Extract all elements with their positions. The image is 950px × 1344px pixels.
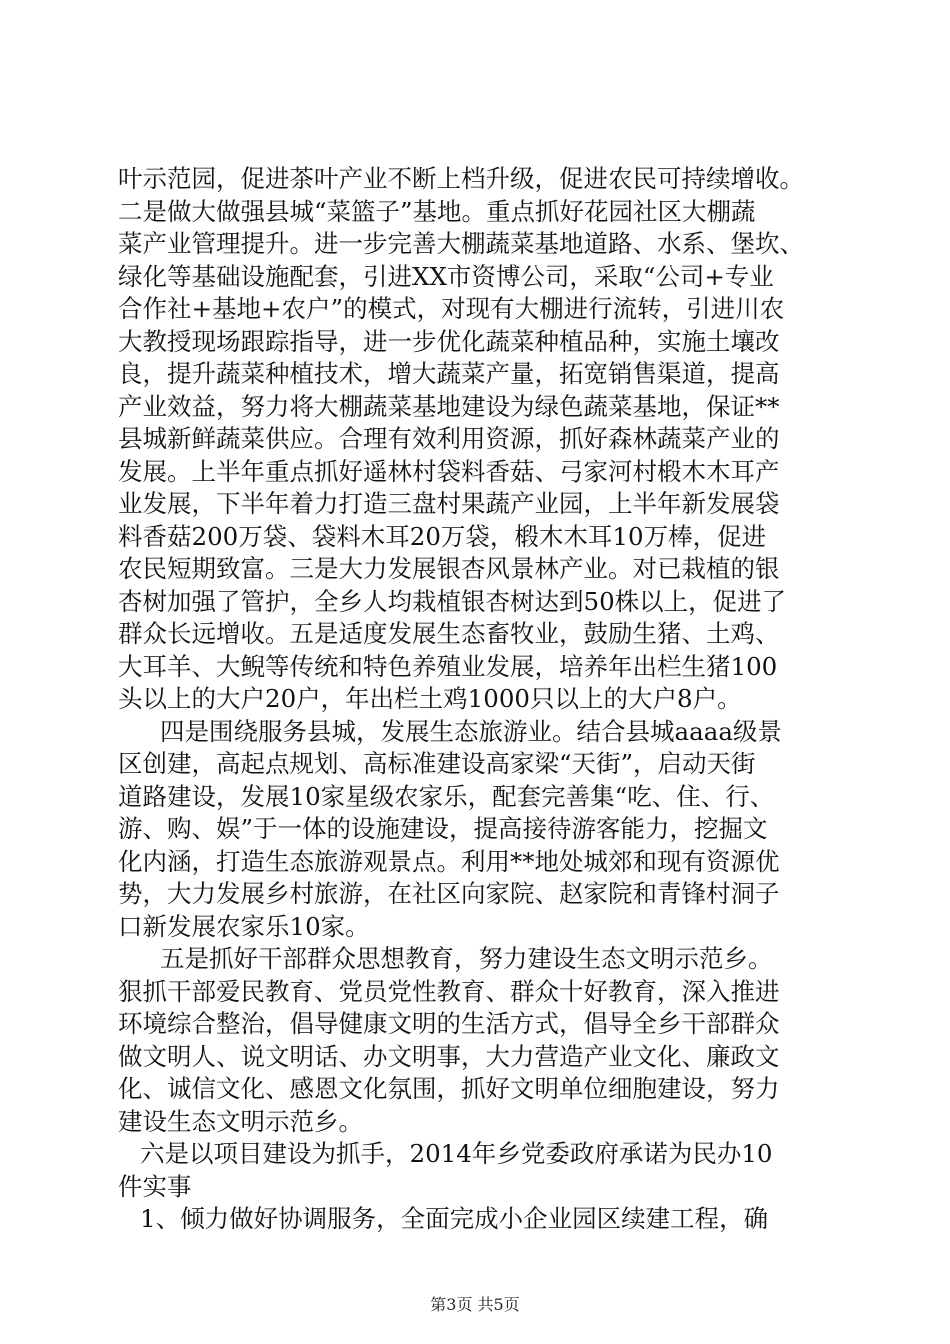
text-line: 产业效益，努力将大棚蔬菜基地建设为绿色蔬菜基地，保证** <box>118 391 780 421</box>
text-line: 群众长远增收。五是适度发展生态畜牧业，鼓励生猪、土鸡、 <box>118 619 780 648</box>
text-line: 建设生态文明示范乡。 <box>118 1106 363 1136</box>
text-line: 菜产业管理提升。进一步完善大棚蔬菜基地道路、水系、堡坎、 <box>118 229 804 258</box>
text-line: 良，提升蔬菜种植技术，增大蔬菜产量，拓宽销售渠道，提高 <box>118 359 780 388</box>
text-line: 化内涵，打造生态旅游观景点。利用**地处城郊和现有资源优 <box>118 846 780 876</box>
text-line: 四是围绕服务县城，发展生态旅游业。结合县城aaaa级景 <box>160 716 782 746</box>
text-line: 环境综合整治，倡导健康文明的生活方式，倡导全乡干部群众 <box>118 1009 780 1038</box>
text-line: 件实事 <box>118 1171 192 1201</box>
text-line: 区创建，高起点规划、高标准建设高家梁“天街”，启动天街 <box>118 749 756 778</box>
text-line: 化、诚信文化、感恩文化氛围，抓好文明单位细胞建设，努力 <box>118 1074 780 1103</box>
text-line: 头以上的大户20户，年出栏土鸡1000只以上的大户8户。 <box>118 684 742 713</box>
text-line: 大教授现场跟踪指导，进一步优化蔬菜种植品种，实施土壤改 <box>118 326 780 356</box>
text-line: 发展。上半年重点抓好遥林村袋料香菇、弓家河村椴木木耳产 <box>118 456 780 486</box>
text-line: 道路建设，发展10家星级农家乐，配套完善集“吃、住、行、 <box>118 781 775 811</box>
text-line: 农民短期致富。三是大力发展银杏风景林产业。对已栽植的银 <box>118 554 780 583</box>
text-line: 绿化等基础设施配套，引进XX市资博公司，采取“公司+专业 <box>118 261 774 291</box>
text-line: 杏树加强了管护，全乡人均栽植银杏树达到50株以上，促进了 <box>118 586 787 616</box>
text-line: 游、购、娱”于一体的设施建设，提高接待游客能力，挖掘文 <box>118 814 768 843</box>
text-line: 六是以项目建设为抓手，2014年乡党委政府承诺为民办10 <box>140 1139 773 1168</box>
text-line: 料香菇200万袋、袋料木耳20万袋，椴木木耳10万棒，促进 <box>118 521 767 551</box>
text-line: 大耳羊、大鲵等传统和特色养殖业发展，培养年出栏生猪100 <box>118 651 778 681</box>
text-line: 1、倾力做好协调服务，全面完成小企业园区续建工程，确 <box>140 1204 769 1233</box>
text-line: 势，大力发展乡村旅游，在社区向家院、赵家院和青锋村洞子 <box>118 879 780 908</box>
text-line: 合作社+基地+农户”的模式，对现有大棚进行流转，引进川农 <box>118 294 785 323</box>
page-footer: 第3页 共5页 <box>430 1295 520 1314</box>
text-line: 县城新鲜蔬菜供应。合理有效利用资源，抓好森林蔬菜产业的 <box>118 424 780 453</box>
text-line: 叶示范园，促进茶叶产业不断上档升级，促进农民可持续增收。 <box>118 164 804 193</box>
text-line: 业发展，下半年着力打造三盘村果蔬产业园，上半年新发展袋 <box>118 489 780 518</box>
text-line: 二是做大做强县城“菜篮子”基地。重点抓好花园社区大棚蔬 <box>118 196 756 226</box>
text-line: 口新发展农家乐10家。 <box>118 911 370 941</box>
text-line: 做文明人、说文明话、办文明事，大力营造产业文化、廉政文 <box>118 1041 780 1071</box>
text-line: 五是抓好干部群众思想教育，努力建设生态文明示范乡。 <box>160 944 773 973</box>
text-line: 狠抓干部爱民教育、党员党性教育、群众十好教育，深入推进 <box>118 976 780 1006</box>
